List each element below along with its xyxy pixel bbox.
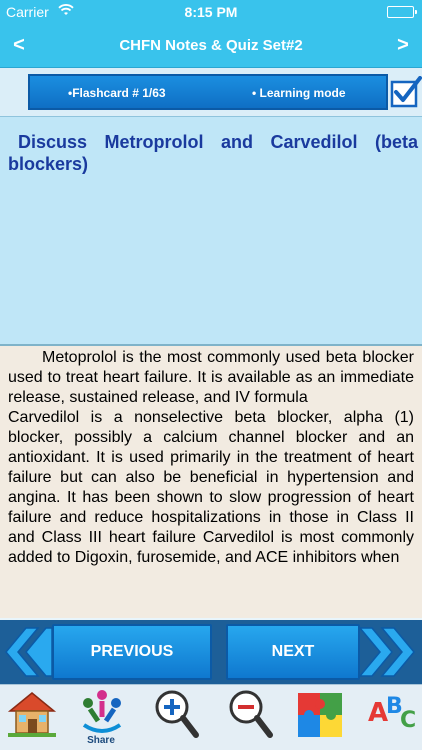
svg-text:B: B [386, 694, 403, 719]
question-panel [0, 116, 422, 346]
next-button[interactable]: NEXT [226, 624, 360, 680]
question-text: Discuss Metroprolol and Carvedilol (beta blockers) [8, 132, 418, 174]
carrier-label: Carrier [6, 4, 49, 20]
bottom-toolbar [0, 684, 422, 750]
svg-text:A: A [368, 698, 389, 728]
home-icon [6, 687, 58, 739]
zoom-in-icon [150, 687, 202, 743]
page-title: CHFN Notes & Quiz Set#2 [119, 37, 303, 54]
double-left-chevron-icon[interactable] [0, 624, 52, 680]
back-chevron-icon[interactable]: < [13, 34, 25, 56]
zoom-out-button[interactable] [220, 687, 278, 749]
navigation-bar [0, 24, 422, 68]
svg-text:C: C [400, 708, 417, 733]
previous-button[interactable]: PREVIOUS [52, 624, 212, 680]
abc-icon [366, 687, 422, 743]
double-right-chevron-icon[interactable] [360, 624, 422, 680]
clock: 8:15 PM [184, 4, 238, 20]
share-button[interactable] [72, 687, 130, 749]
status-bar [0, 0, 422, 24]
pager-bar [0, 620, 422, 684]
checkbox-icon[interactable] [390, 76, 422, 110]
answer-paragraph: Metoprolol is the most commonly used beta blocker used to treat heart failure. It is available as an immediate release, sustained release, and IV formula [8, 349, 414, 406]
puzzle-icon [294, 687, 348, 743]
puzzle-button[interactable] [290, 687, 348, 749]
share-icon [76, 687, 128, 737]
forward-chevron-icon[interactable]: > [397, 34, 409, 56]
flashcard-strip [0, 68, 422, 116]
learning-mode-label: • Learning mode [252, 86, 346, 100]
answer-paragraph: Carvedilol is a nonselective beta blocker, alpha (1) blocker, possibly a calcium channel blocker and an antioxidant. It is used primarily in the treatment of heart failure but can also be beneficial in hypertension and angina. It has been shown to slow progression of heart failure and reduce hospitalizations in those in Class II and Class III heart failure Carvedilol is most commonly added to Digoxin, furosemide, and ACE inhibitors when [8, 409, 414, 566]
battery-icon [387, 6, 414, 18]
home-button[interactable] [2, 687, 60, 749]
zoom-out-icon [224, 687, 276, 743]
zoom-in-button[interactable] [146, 687, 204, 749]
answer-text-area[interactable] [0, 346, 422, 618]
flashcard-counter: •Flashcard # 1/63 [68, 86, 166, 100]
flashcard-info-bar [28, 74, 388, 110]
abc-button[interactable] [362, 687, 420, 749]
share-label: Share [87, 735, 115, 746]
